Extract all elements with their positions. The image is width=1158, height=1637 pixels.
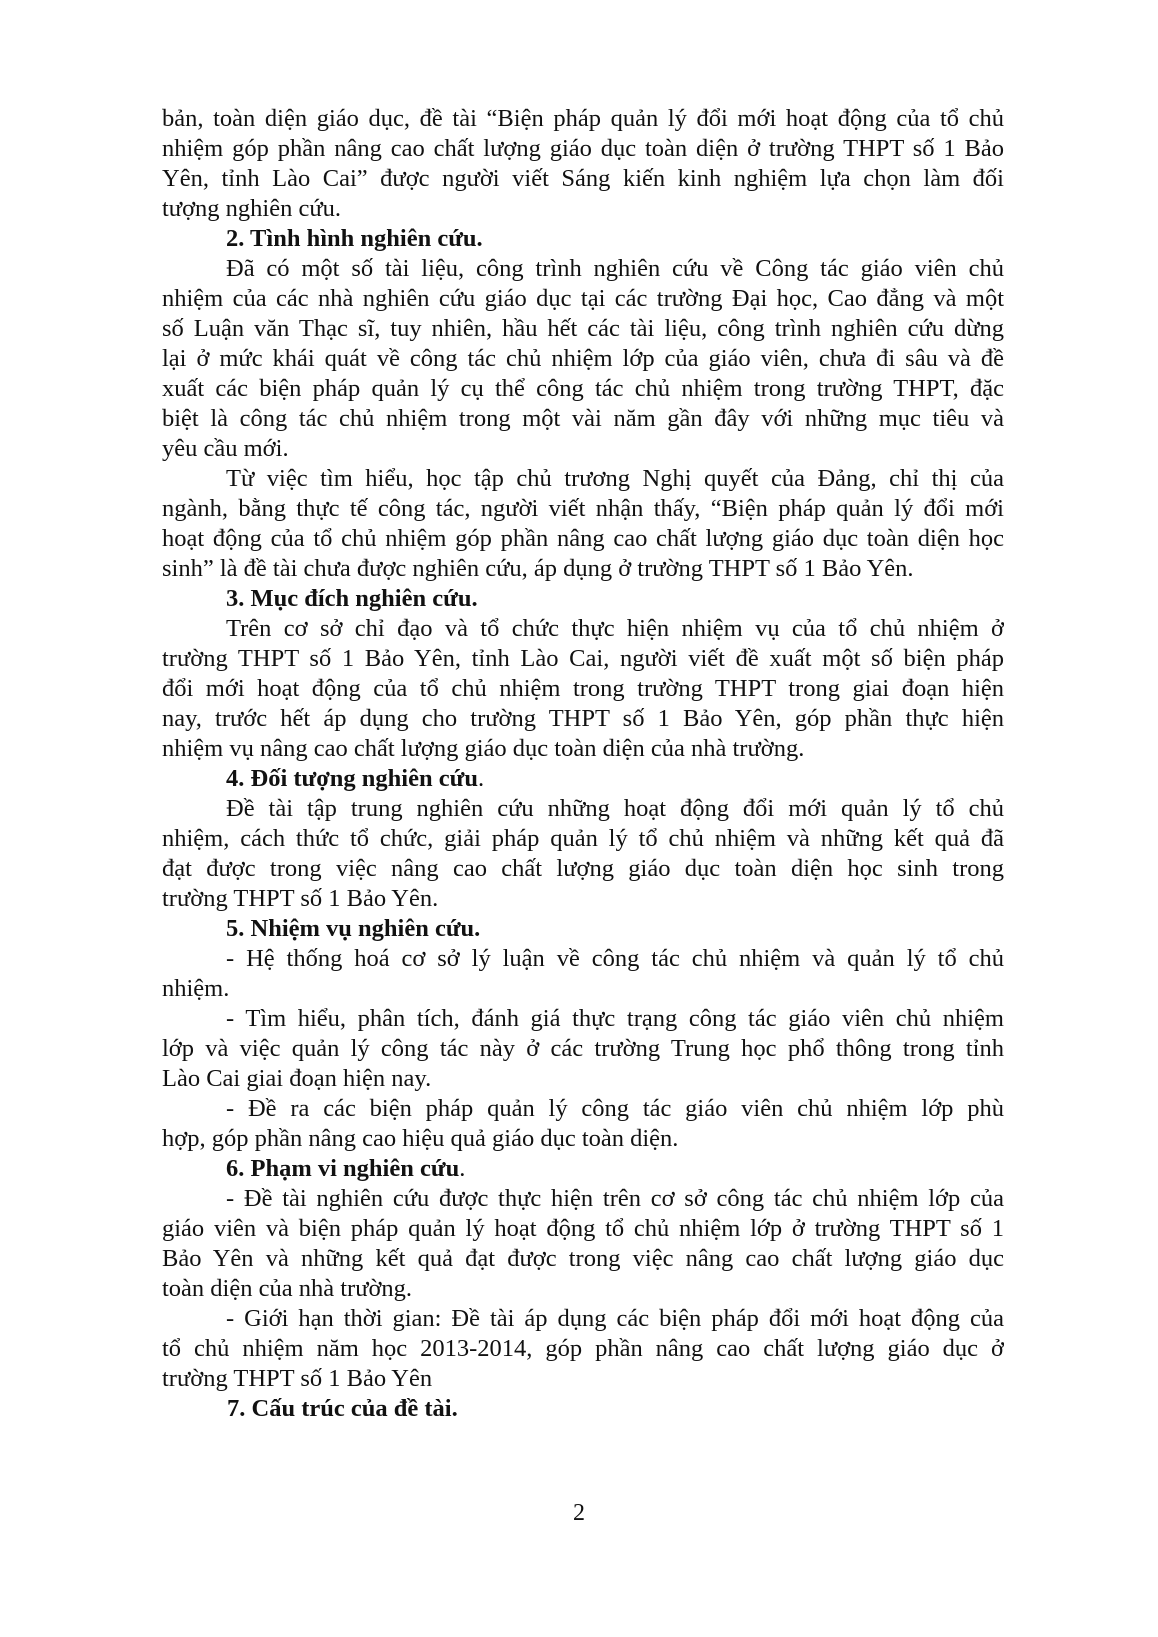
page-number: 2 <box>573 1500 585 1526</box>
text-line: Bảo Yên và những kết quả đạt được trong việc nâng cao chất lượng giáo dục <box>162 1245 1004 1272</box>
text-line: số Luận văn Thạc sĩ, tuy nhiên, hầu hết các tài liệu, công trình nghiên cứu dừng <box>162 315 1004 342</box>
text-line: Đã có một số tài liệu, công trình nghiên cứu về Công tác giáo viên chủ <box>226 255 1004 282</box>
text-line: Đề tài tập trung nghiên cứu những hoạt động đổi mới quản lý tổ chủ <box>226 795 1004 822</box>
section-heading: 5. Nhiệm vụ nghiên cứu. <box>226 915 481 942</box>
text-line: tượng nghiên cứu. <box>162 195 342 222</box>
text-line: Lào Cai giai đoạn hiện nay. <box>162 1065 432 1092</box>
text-line: ngành, bằng thực tế công tác, người viết nhận thấy, “Biện pháp quản lý đổi mới <box>162 495 1004 522</box>
document-page-body <box>162 104 1004 1424</box>
text-line: lớp và việc quản lý công tác này ở các trường Trung học phổ thông trong tỉnh <box>162 1035 1004 1062</box>
section-heading <box>162 764 1004 794</box>
text-line: trường THPT số 1 Bảo Yên. <box>162 885 439 912</box>
heading-period: . <box>459 1155 466 1182</box>
text-line: bản, toàn diện giáo dục, đề tài “Biện pháp quản lý đổi mới hoạt động của tổ chủ <box>162 105 1004 132</box>
section-heading-text: 6. Phạm vi nghiên cứu <box>226 1155 460 1182</box>
text-line: - Đề ra các biện pháp quản lý công tác giáo viên chủ nhiệm lớp phù <box>226 1095 1004 1122</box>
text-line: hoạt động của tổ chủ nhiệm góp phần nâng cao chất lượng giáo dục toàn diện học <box>162 525 1004 552</box>
text-line: Trên cơ sở chỉ đạo và tổ chức thực hiện nhiệm vụ của tổ chủ nhiệm ở <box>226 615 1004 642</box>
text-line: trường THPT số 1 Bảo Yên <box>162 1365 433 1392</box>
text-line: - Đề tài nghiên cứu được thực hiện trên cơ sở công tác chủ nhiệm lớp của <box>226 1185 1004 1212</box>
text-line: nay, trước hết áp dụng cho trường THPT số 1 Bảo Yên, góp phần thực hiện <box>162 705 1004 732</box>
text-line: yêu cầu mới. <box>162 435 289 462</box>
text-line: trường THPT số 1 Bảo Yên, tỉnh Lào Cai, người viết đề xuất một số biện pháp <box>162 645 1004 672</box>
text-line: đổi mới hoạt động của tổ chủ nhiệm trong trường THPT trong giai đoạn hiện <box>162 675 1004 702</box>
text-line: nhiệm của các nhà nghiên cứu giáo dục tại các trường Đại học, Cao đẳng và một <box>162 285 1004 312</box>
text-line: giáo viên và biện pháp quản lý hoạt động tổ chủ nhiệm lớp ở trường THPT số 1 <box>162 1215 1004 1242</box>
text-line: đạt được trong việc nâng cao chất lượng giáo dục toàn diện học sinh trong <box>162 855 1004 882</box>
text-line: nhiệm, cách thức tổ chức, giải pháp quản lý tổ chủ nhiệm và những kết quả đã <box>162 825 1004 852</box>
section-heading: 3. Mục đích nghiên cứu. <box>226 585 478 612</box>
text-line: nhiệm góp phần nâng cao chất lượng giáo dục toàn diện ở trường THPT số 1 Bảo <box>162 135 1004 162</box>
text-line: nhiệm. <box>162 975 230 1002</box>
text-line: Từ việc tìm hiểu, học tập chủ trương Nghị quyết của Đảng, chỉ thị của <box>226 465 1004 492</box>
section-heading: 7. Cấu trúc của đề tài. <box>227 1395 458 1422</box>
text-line: nhiệm vụ nâng cao chất lượng giáo dục toàn diện của nhà trường. <box>162 735 805 762</box>
text-line: Yên, tỉnh Lào Cai” được người viết Sáng kiến kinh nghiệm lựa chọn làm đối <box>162 165 1004 192</box>
text-line: toàn diện của nhà trường. <box>162 1275 413 1302</box>
text-line: sinh” là đề tài chưa được nghiên cứu, áp dụng ở trường THPT số 1 Bảo Yên. <box>162 555 914 582</box>
section-heading <box>162 1154 1004 1184</box>
text-line: tổ chủ nhiệm năm học 2013-2014, góp phần nâng cao chất lượng giáo dục ở <box>162 1335 1004 1362</box>
text-line: xuất các biện pháp quản lý cụ thể công tác chủ nhiệm trong trường THPT, đặc <box>162 375 1004 402</box>
text-line: - Tìm hiểu, phân tích, đánh giá thực trạng công tác giáo viên chủ nhiệm <box>226 1005 1004 1032</box>
section-heading: 2. Tình hình nghiên cứu. <box>226 225 483 252</box>
text-line: hợp, góp phần nâng cao hiệu quả giáo dục toàn diện. <box>162 1125 679 1152</box>
text-line: - Giới hạn thời gian: Đề tài áp dụng các biện pháp đổi mới hoạt động của <box>226 1305 1004 1332</box>
text-line: - Hệ thống hoá cơ sở lý luận về công tác chủ nhiệm và quản lý tổ chủ <box>226 945 1004 972</box>
section-heading-text: 4. Đối tượng nghiên cứu <box>226 765 478 792</box>
text-line: biệt là công tác chủ nhiệm trong một vài năm gần đây với những mục tiêu và <box>162 405 1004 432</box>
heading-period: . <box>477 765 485 792</box>
text-line: lại ở mức khái quát về công tác chủ nhiệm lớp của giáo viên, chưa đi sâu và đề <box>162 345 1004 372</box>
